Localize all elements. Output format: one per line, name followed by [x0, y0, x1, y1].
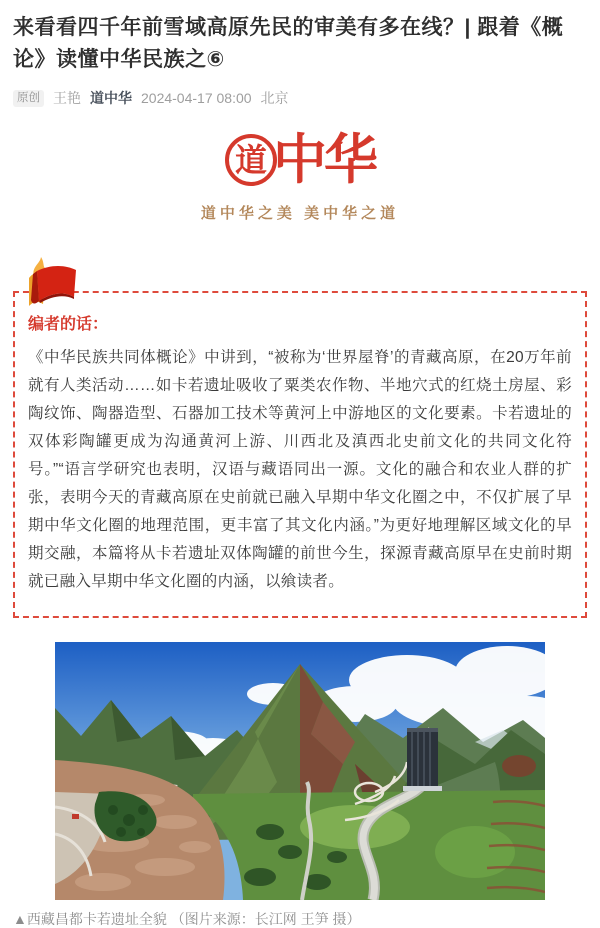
editor-note-box: [13, 291, 587, 618]
logo-tagline: 道中华之美 美中华之道: [200, 205, 400, 222]
article-photo-figure: [13, 642, 587, 928]
editor-note-heading: 编者的话：: [28, 316, 109, 333]
editor-note-section: [13, 291, 587, 618]
logo-wordmark: 中华: [273, 130, 375, 190]
brand-logo: [13, 128, 587, 223]
author-name: 王艳: [53, 90, 81, 106]
original-tag: 原创: [13, 90, 44, 107]
building: [403, 728, 442, 791]
byline: [13, 88, 587, 108]
red-flag-icon: [19, 255, 81, 313]
publish-datetime: 2024-04-17 08:00: [141, 90, 252, 106]
editor-note-body: 《中华民族共同体概论》中讲到，“被称为‘世界屋脊’的青藏高原，在20万年前就有人类活动……如卡若遗址吸收了粟类农作物、半地穴式的红烧土房屋、彩陶纹饰、陶器造型、石器加工技术等黄河上中游地区的文化要素。卡若遗址的双体彩陶罐更成为沟通黄河上游、川西北及滇西北史前文化的共同文化符号。”“语言学研究也表明，汉语与藏语同出一源。文化的融合和农业人群的扩张，表明今天的青藏高原在史前就已融入早期中华文化圈之中，不仅扩展了早期中华文化圈的地理范围，更丰富了其文化内涵。”为更好地理解区域文化的早期交融，本篇将从卡若遗址双体陶罐的前世今生，探源青藏高原早在史前时期就已融入早期中华文化圈的内涵，以飨读者。: [28, 349, 572, 590]
article: [13, 0, 587, 928]
article-title: 来看看四千年前雪域高原先民的审美有多在线？| 跟着《概论》读懂中华民族之⑥: [13, 16, 564, 71]
photo-caption: ▲西藏昌都卡若遗址全貌 （图片来源：长江网 王笋 摄）: [13, 911, 361, 927]
publish-location: 北京: [260, 90, 289, 106]
logo-circle-char: 道: [225, 134, 277, 186]
account-link[interactable]: 道中华: [90, 90, 132, 106]
logo-wordmark-row: [13, 128, 587, 192]
landscape-photo: [55, 642, 545, 900]
